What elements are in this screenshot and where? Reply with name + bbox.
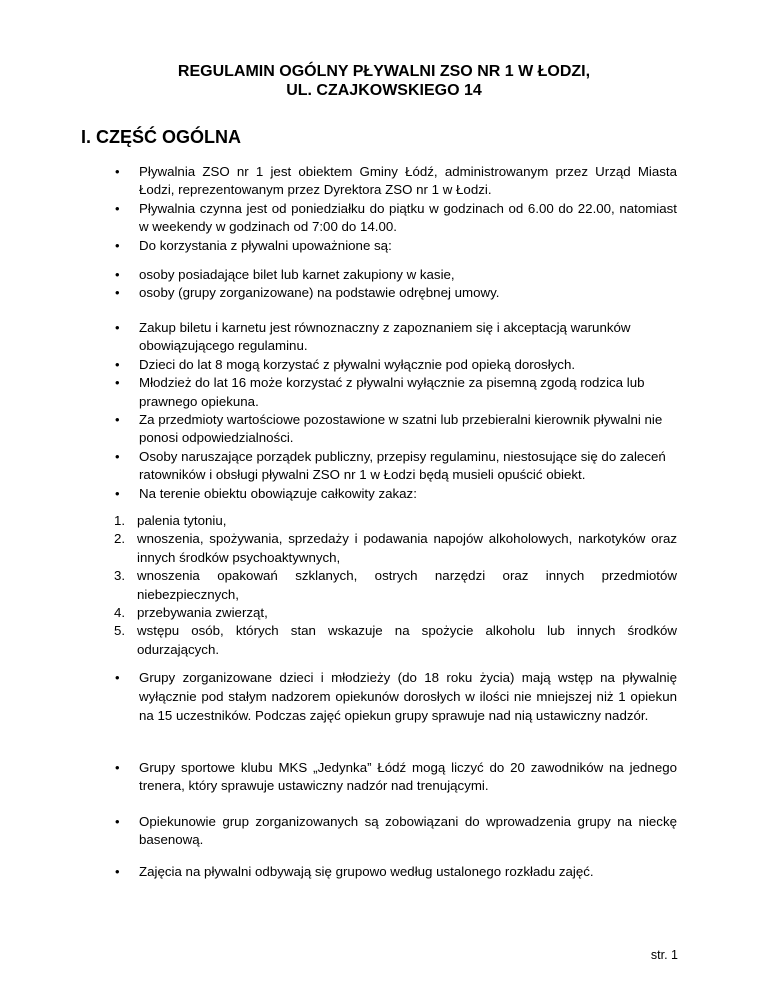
item-number: 4.	[114, 605, 126, 621]
numbered-item	[0, 622, 677, 659]
list-item-text: Zajęcia na pływalni odbywają się grupowo według ustalonego rozkładu zajęć.	[139, 864, 594, 879]
list-item-text: Na terenie obiektu obowiązuje całkowity zakaz:	[139, 485, 417, 501]
document-title-line2: UL. CZAJKOWSKIEGO 14	[286, 82, 482, 99]
numbered-item-text: przebywania zwierząt,	[137, 605, 268, 621]
authorized-persons-list	[0, 266, 677, 303]
list-item	[0, 163, 677, 200]
list-item-text: Młodzież do lat 16 może korzystać z pływalni wyłącznie za pisemną zgodą rodzica lub prawnego opiekuna.	[139, 375, 645, 409]
list-item	[0, 374, 677, 411]
list-item-text: osoby posiadające bilet lub karnet zakupiony w kasie,	[139, 267, 455, 282]
document-title-line1: REGULAMIN OGÓLNY PŁYWALNI ZSO NR 1 W ŁODZI,	[177, 63, 591, 80]
bullet-icon: •	[115, 164, 120, 179]
numbered-item-text: palenia tytoniu,	[137, 513, 227, 528]
bullet-icon: •	[115, 200, 120, 216]
list-item-text: Zakup biletu i karnetu jest równoznaczny z zapoznaniem się i akceptacją warunków obowiązującego regulaminu.	[139, 320, 631, 354]
list-item	[0, 411, 677, 448]
list-item-text: Dzieci do lat 8 mogą korzystać z pływalni wyłącznie pod opieką dorosłych.	[139, 356, 576, 372]
bullet-icon: •	[115, 814, 120, 829]
general-rules-list	[0, 163, 677, 255]
item-number: 5.	[114, 623, 126, 639]
list-item	[0, 863, 677, 881]
bullet-icon: •	[115, 485, 120, 501]
list-item	[0, 668, 677, 726]
bullet-icon: •	[115, 356, 120, 372]
list-item-text: Opiekunowie grup zorganizowanych są zobowiązani do wprowadzenia grupy na nieckę basenową.	[139, 814, 677, 848]
list-item-text: Osoby naruszające porządek publiczny, przepisy regulaminu, niestosujące się do zaleceń ratowników i obsługi pływalni ZSO nr 1 w Łodzi będą musieli opuścić obiekt.	[139, 448, 666, 483]
numbered-item-text: wnoszenia opakowań szklanych, ostrych narzędzi oraz innych przedmiotów niebezpiecznych,	[137, 568, 677, 602]
page-number: str. 1	[650, 948, 678, 962]
schedule-paragraph	[0, 863, 677, 881]
organized-groups-paragraph	[0, 668, 677, 726]
regulations-list	[0, 319, 677, 503]
list-item	[0, 319, 677, 356]
bullet-icon: •	[115, 864, 120, 879]
list-item	[0, 284, 677, 302]
bullet-icon: •	[115, 760, 120, 775]
bullet-icon: •	[115, 237, 120, 253]
bullet-icon: •	[115, 375, 120, 391]
bullet-icon: •	[115, 670, 120, 685]
list-item	[0, 237, 677, 255]
numbered-item-text: wstępu osób, których stan wskazuje na spożycie alkoholu lub innych środków odurzających.	[137, 623, 677, 657]
bullet-icon: •	[115, 320, 120, 335]
list-item-text: Pływalnia ZSO nr 1 jest obiektem Gminy Łódź, administrowanym przez Urząd Miasta Łodzi, reprezentowanym przez Dyrektora ZSO nr 1 w Łodzi.	[139, 164, 677, 198]
list-item	[0, 266, 677, 284]
numbered-item	[0, 530, 677, 567]
bullet-icon: •	[115, 448, 120, 464]
sports-club-paragraph	[0, 759, 677, 796]
item-number: 1.	[114, 513, 126, 528]
bullet-icon: •	[115, 267, 120, 282]
list-item-text: Pływalnia czynna jest od poniedziałku do piątku w godzinach od 6.00 do 22.00, natomiast w weekendy w godzinach od 7:00 do 14.00.	[139, 200, 677, 235]
list-item-text: Grupy sportowe klubu MKS „Jedynka” Łódź mogą liczyć do 20 zawodników na jednego trenera, który sprawuje ustawiczny nadzór nad trenującymi.	[139, 760, 677, 794]
list-item	[0, 200, 677, 237]
bullet-icon: •	[115, 285, 120, 301]
item-number: 3.	[114, 568, 126, 584]
list-item	[0, 485, 677, 503]
list-item-text: osoby (grupy zorganizowane) na podstawie odrębnej umowy.	[139, 285, 500, 301]
item-number: 2.	[114, 531, 126, 547]
list-item	[0, 356, 677, 374]
numbered-item	[0, 567, 677, 604]
numbered-item	[0, 604, 677, 622]
list-item-text: Za przedmioty wartościowe pozostawione w szatni lub przebieralni kierownik pływalni nie ponosi odpowiedzialności.	[139, 412, 663, 446]
section-heading: I. CZĘŚĆ OGÓLNA	[81, 127, 242, 147]
prohibitions-list	[0, 512, 677, 659]
numbered-item	[0, 512, 677, 530]
numbered-item-text: wnoszenia, spożywania, sprzedaży i podawania napojów alkoholowych, narkotyków oraz innych środków psychoaktywnych,	[137, 531, 677, 565]
list-item-text: Do korzystania z pływalni upoważnione są:	[139, 237, 392, 253]
guardians-paragraph	[0, 813, 677, 850]
list-item	[0, 813, 677, 850]
list-item	[0, 448, 677, 485]
bullet-icon: •	[115, 412, 120, 428]
list-item-text: Grupy zorganizowane dzieci i młodzieży (do 18 roku życia) mają wstęp na pływalnię wyłącznie pod stałym nadzorem opiekunów dorosłych w ilości nie mniejszej niż 1 opiekun na 15 uczestników. Podczas zajęć opiekun grupy sprawuje nad nią ustawiczny nadzór.	[139, 670, 677, 724]
list-item	[0, 759, 677, 796]
